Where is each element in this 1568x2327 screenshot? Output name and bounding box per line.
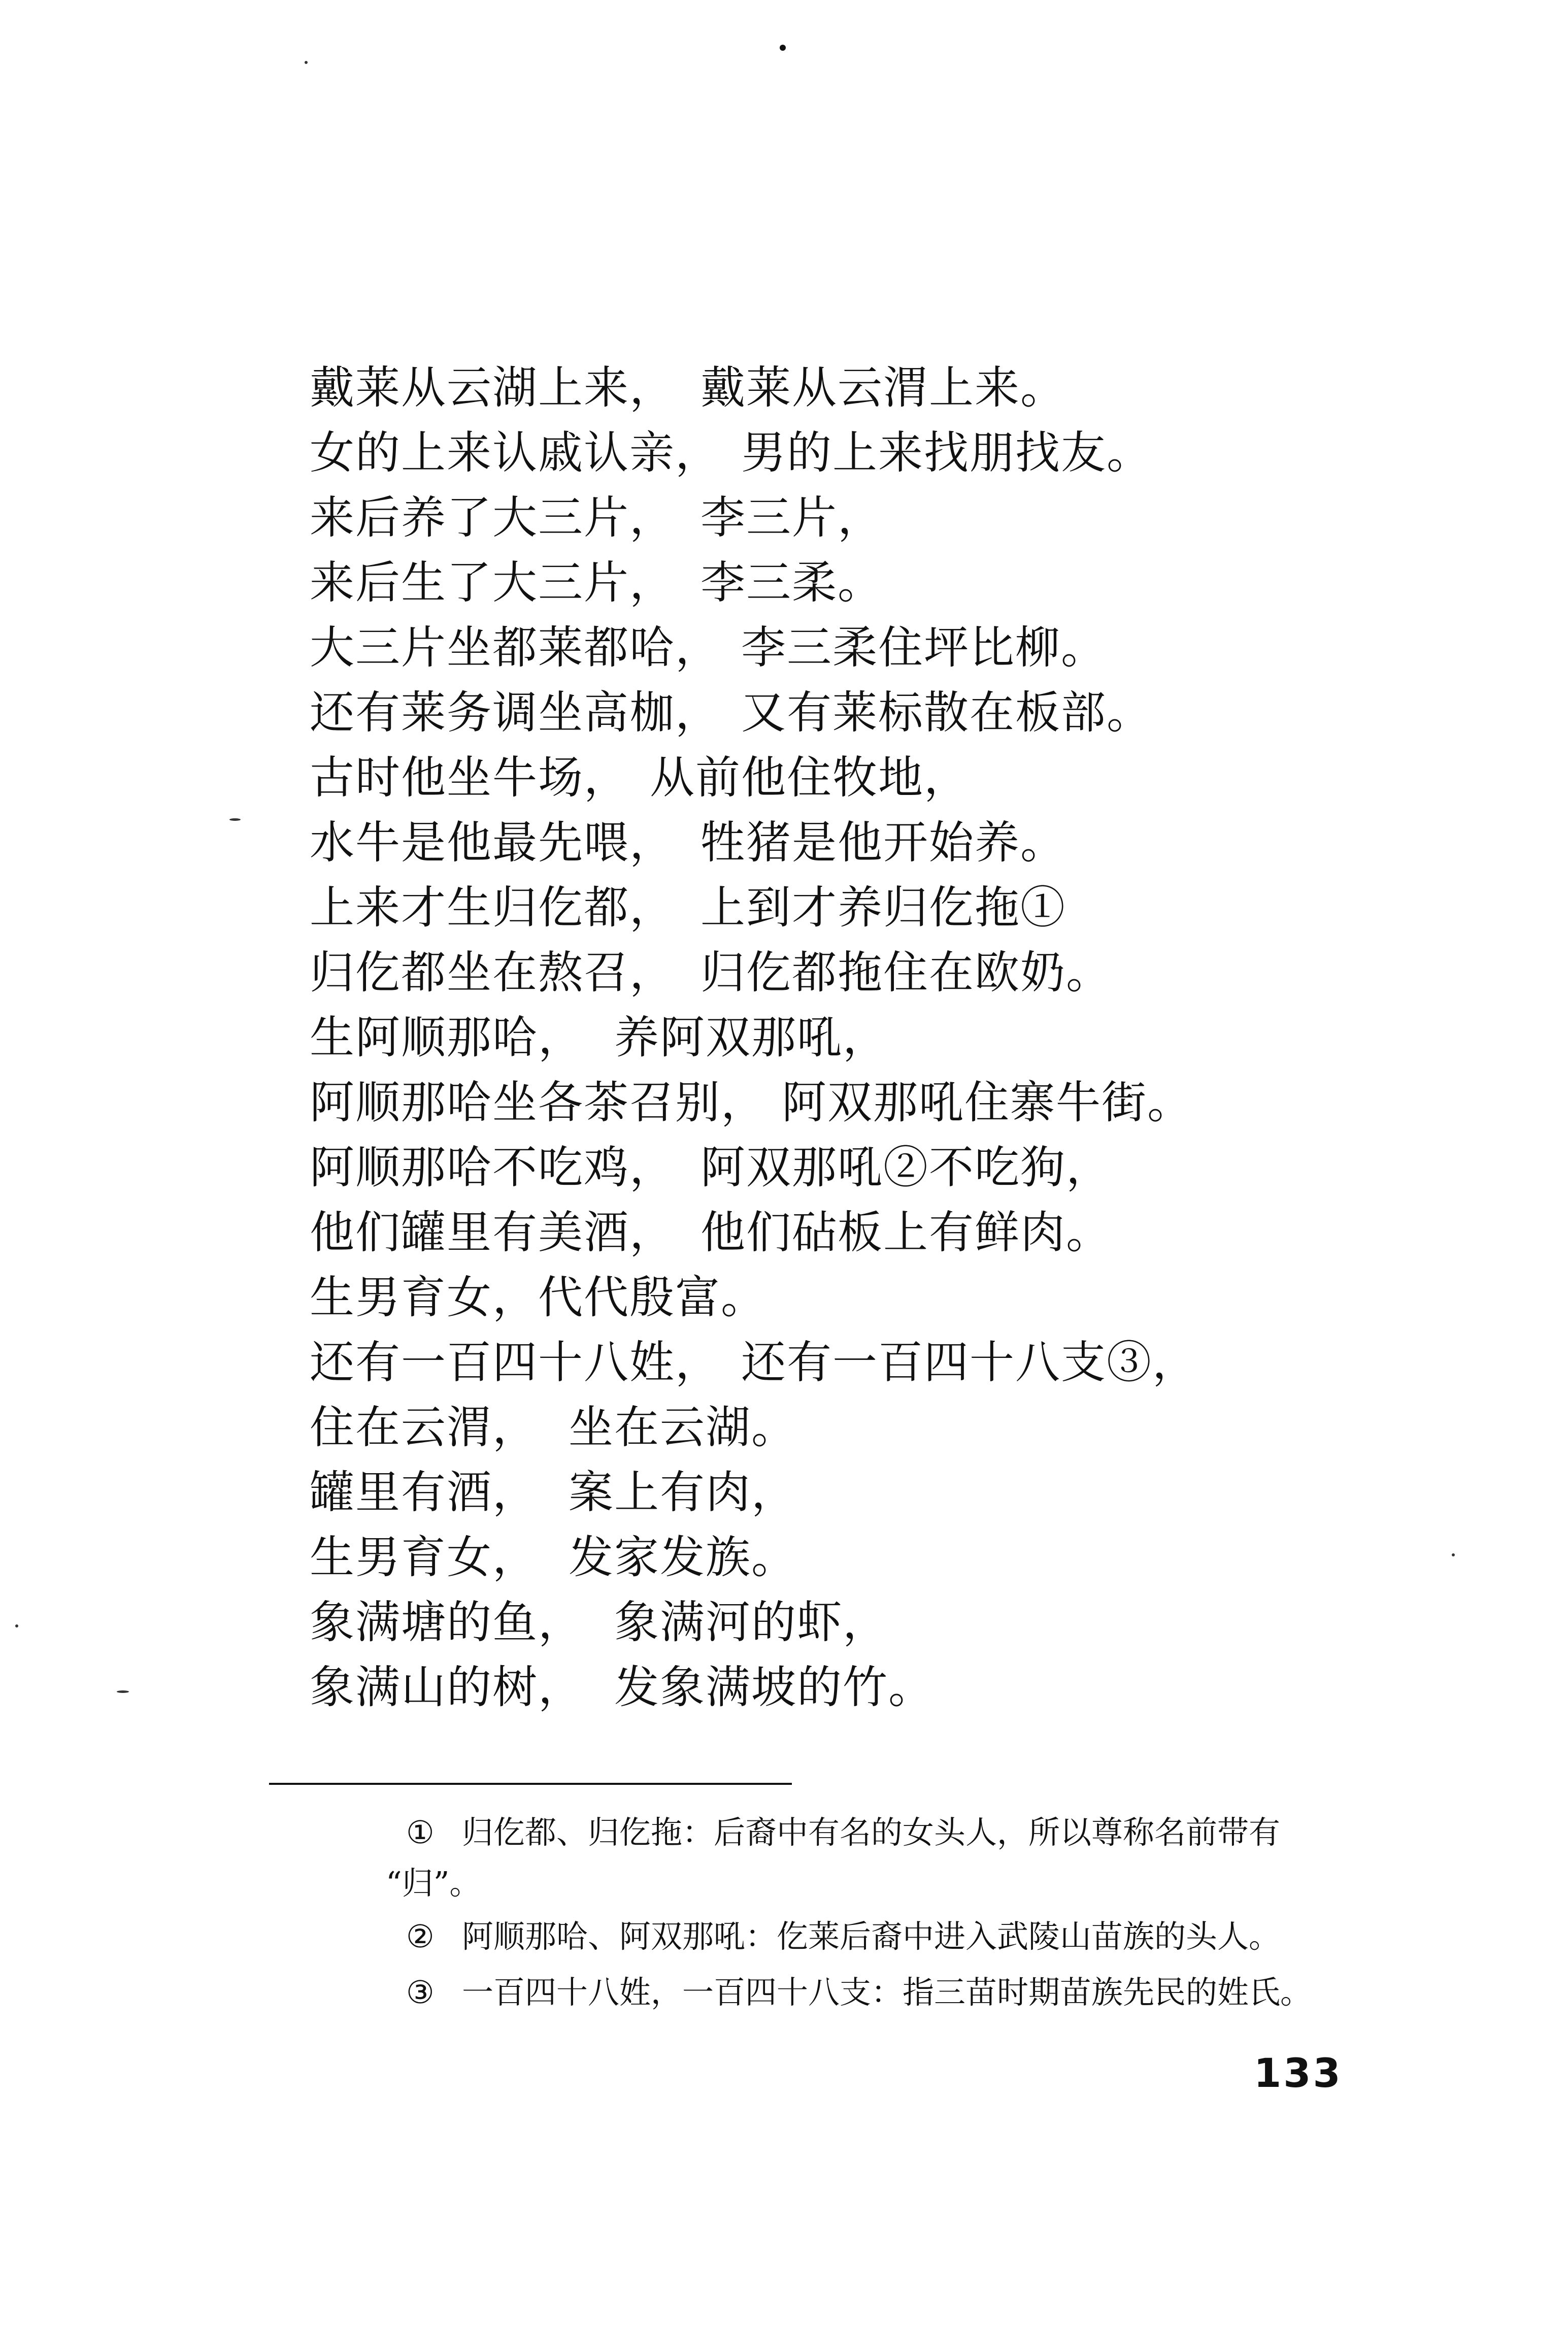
poem-line-first-half: 大三片坐都莱都哈，	[310, 621, 721, 674]
speck	[229, 818, 241, 821]
poem-line-first-half: 生男育女，代代殷富。	[310, 1271, 767, 1323]
poem-line-second-half: 还有一百四十八支③，	[741, 1336, 1198, 1388]
poem-line-second-half: 发家发族。	[569, 1531, 797, 1583]
poem-line-first-half: 还有一百四十八姓，	[310, 1336, 721, 1388]
poem-line-first-half: 归仡都坐在熬召，	[310, 946, 676, 999]
footnote-item	[406, 1965, 1452, 2020]
poem-line-second-half: 阿双那吼②不吃狗，	[700, 1141, 1112, 1193]
poem-line-first-half: 他们罐里有美酒，	[310, 1206, 676, 1258]
poem-line-second-half: 上到才养归仡拖①	[700, 881, 1066, 934]
poem-line	[310, 680, 1325, 745]
poem-line-first-half: 罐里有酒，	[310, 1466, 539, 1518]
footnote-number: ③	[406, 1974, 435, 2011]
poem-line-first-half: 戴莱从云湖上来，	[310, 361, 676, 414]
footnote-number: ①	[406, 1814, 435, 1851]
poem-line-first-half: 还有莱务调坐高枷，	[310, 686, 721, 739]
poem-line-first-half: 象满塘的鱼，	[310, 1596, 584, 1648]
poem-line	[310, 1590, 1325, 1655]
poem-line	[310, 1070, 1325, 1135]
footnote-text: 阿顺那哈、阿双那吼：仡莱后裔中进入武陵山苗族的头人。	[462, 1918, 1281, 1955]
poem-line-second-half: 牲猪是他开始养。	[700, 816, 1066, 869]
speck	[15, 1624, 18, 1627]
footnote-continuation	[386, 1858, 1452, 1909]
poem-line	[310, 1330, 1325, 1395]
poem-line	[310, 355, 1325, 420]
poem-line	[310, 745, 1325, 810]
poem-line-first-half: 生男育女，	[310, 1531, 539, 1583]
footnote-item	[406, 1807, 1452, 1858]
footnote-separator	[269, 1783, 792, 1785]
poem-line-second-half: 发象满坡的竹。	[614, 1661, 935, 1713]
poem-line	[310, 550, 1325, 615]
poem-line	[310, 1460, 1325, 1525]
poem-line-second-half: 归仡都拖住在欧奶。	[700, 946, 1112, 999]
poem-line-first-half: 来后养了大三片，	[310, 491, 676, 544]
poem-line-first-half: 上来才生归仡都，	[310, 881, 676, 934]
poem-line-second-half: 案上有肉，	[569, 1466, 797, 1518]
poem-line-second-half: 又有莱标散在板部。	[741, 686, 1153, 739]
poem-line	[310, 1200, 1325, 1265]
poem-line-second-half: 阿双那吼住寨牛街。	[782, 1076, 1193, 1128]
poem-line-first-half: 来后生了大三片，	[310, 556, 676, 609]
poem-line	[310, 1265, 1325, 1330]
poem-line	[310, 615, 1325, 680]
footnote-text: 一百四十八姓，一百四十八支：指三苗时期苗族先民的姓氏。	[462, 1974, 1312, 2011]
page-number: 133	[1254, 2051, 1343, 2097]
poem-line	[310, 1135, 1325, 1200]
poem-line	[310, 485, 1325, 550]
poem-line-first-half: 阿顺那哈坐各茶召别，	[310, 1076, 767, 1128]
poem-body	[310, 355, 1325, 1720]
poem-line	[310, 1655, 1325, 1720]
poem-line	[310, 1395, 1325, 1460]
poem-line-first-half: 古时他坐牛场，	[310, 751, 630, 804]
poem-line-first-half: 生阿顺那哈，	[310, 1011, 584, 1063]
poem-line-second-half: 从前他住牧地，	[650, 751, 970, 804]
footnote-item	[406, 1909, 1452, 1965]
poem-line-second-half: 李三柔住坪比柳。	[741, 621, 1107, 674]
speck	[117, 1690, 129, 1693]
speck	[1452, 1553, 1455, 1556]
poem-line-first-half: 女的上来认戚认亲，	[310, 426, 721, 479]
poem-line-second-half: 李三片，	[700, 491, 884, 544]
poem-line	[310, 940, 1325, 1005]
poem-line-first-half: 象满山的树，	[310, 1661, 584, 1713]
poem-line	[310, 1005, 1325, 1070]
poem-line	[310, 810, 1325, 875]
poem-line-second-half: 象满河的虾，	[614, 1596, 889, 1648]
poem-line-first-half: 住在云渭，	[310, 1401, 539, 1453]
poem-line-second-half: 他们砧板上有鲜肉。	[700, 1206, 1112, 1258]
footnote-text-continued: “归”。	[386, 1865, 481, 1902]
poem-line-first-half: 阿顺那哈不吃鸡，	[310, 1141, 676, 1193]
poem-line-second-half: 戴莱从云渭上来。	[700, 361, 1066, 414]
footnote-number: ②	[406, 1918, 435, 1955]
footnote-text: 归仡都、归仡拖：后裔中有名的女头人，所以尊称名前带有	[462, 1814, 1281, 1851]
ink-dot	[780, 45, 786, 51]
poem-line-second-half: 坐在云湖。	[569, 1401, 797, 1453]
poem-line	[310, 875, 1325, 940]
poem-line-second-half: 李三柔。	[700, 556, 884, 609]
poem-line	[310, 1525, 1325, 1590]
poem-line-second-half: 养阿双那吼，	[614, 1011, 889, 1063]
speck	[305, 61, 308, 64]
footnotes	[386, 1807, 1452, 2020]
poem-line-first-half: 水牛是他最先喂，	[310, 816, 676, 869]
poem-line	[310, 420, 1325, 485]
poem-line-second-half: 男的上来找朋找友。	[741, 426, 1153, 479]
